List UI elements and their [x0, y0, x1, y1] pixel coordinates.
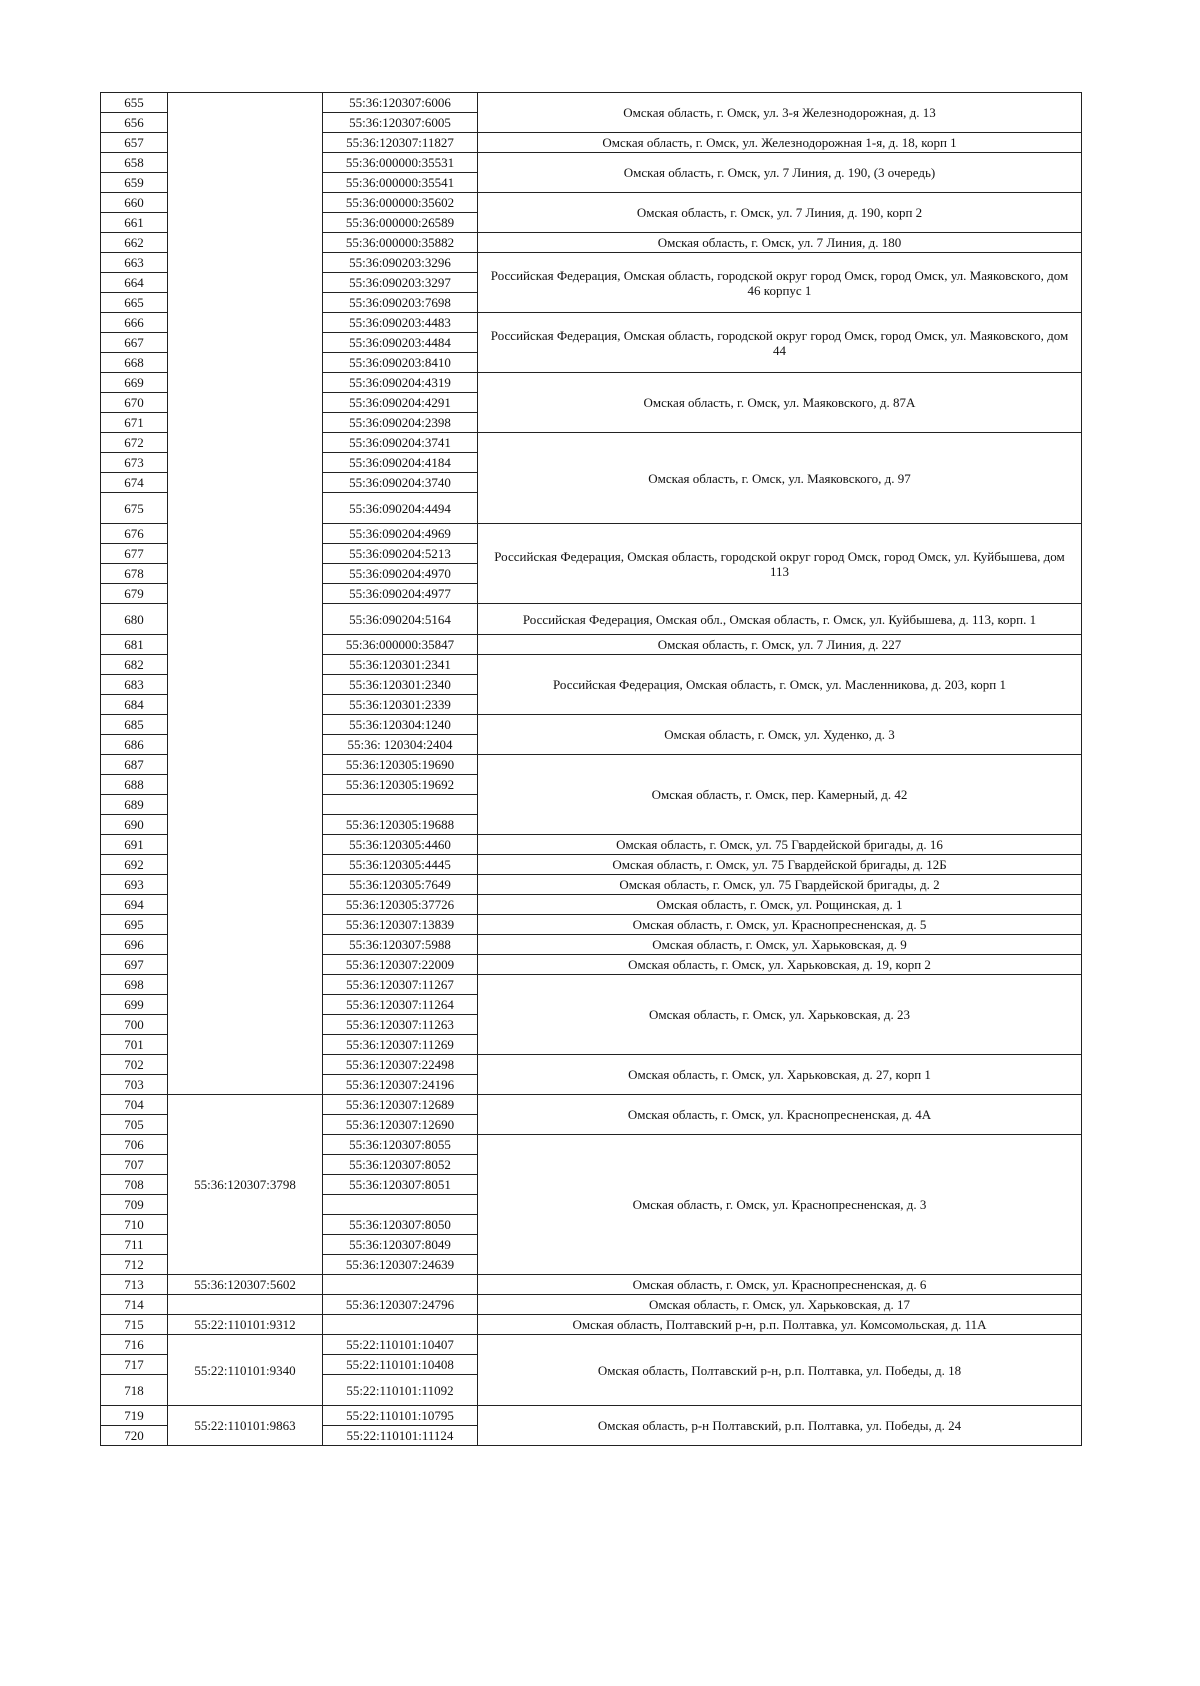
row-number: 710: [101, 1215, 168, 1235]
cadastral-number: 55:36:090203:4484: [323, 333, 478, 353]
cadastral-number: 55:36:090204:4494: [323, 493, 478, 524]
row-number: 664: [101, 273, 168, 293]
row-number: 684: [101, 695, 168, 715]
row-number: 701: [101, 1035, 168, 1055]
cadastral-number: 55:36:090204:2398: [323, 413, 478, 433]
cadastral-number: 55:22:110101:11092: [323, 1375, 478, 1406]
row-number: 695: [101, 915, 168, 935]
row-number: 667: [101, 333, 168, 353]
cadastral-number: 55:36:090203:3297: [323, 273, 478, 293]
row-number: 679: [101, 584, 168, 604]
row-number: 718: [101, 1375, 168, 1406]
address: Омская область, г. Омск, ул. Маяковского, д. 97: [478, 433, 1082, 524]
row-number: 700: [101, 1015, 168, 1035]
cadastral-number: 55:36:000000:35847: [323, 635, 478, 655]
row-number: 657: [101, 133, 168, 153]
table-row: [101, 1095, 1082, 1115]
row-number: 694: [101, 895, 168, 915]
parent-cadastral-number: [168, 1295, 323, 1315]
cadastral-number: 55:36:000000:35882: [323, 233, 478, 253]
cadastral-number: [323, 1195, 478, 1215]
parent-cadastral-number: 55:36:120307:3798: [168, 1095, 323, 1275]
parent-cadastral-number: 55:22:110101:9863: [168, 1406, 323, 1446]
row-number: 715: [101, 1315, 168, 1335]
address: Российская Федерация, Омская область, городской округ город Омск, город Омск, ул. Куйбышева, дом 113: [478, 524, 1082, 604]
row-number: 716: [101, 1335, 168, 1355]
row-number: 703: [101, 1075, 168, 1095]
address: Омская область, г. Омск, ул. 7 Линия, д. 190, (3 очередь): [478, 153, 1082, 193]
cadastral-number: 55:36:000000:35602: [323, 193, 478, 213]
cadastral-number: 55:36:090204:4969: [323, 524, 478, 544]
cadastral-table: [100, 92, 1082, 1446]
cadastral-number: 55:36:120307:5988: [323, 935, 478, 955]
cadastral-number: [323, 795, 478, 815]
address: Омская область, г. Омск, ул. Харьковская, д. 9: [478, 935, 1082, 955]
cadastral-number: 55:36:120307:8049: [323, 1235, 478, 1255]
cadastral-number: 55:36:090203:7698: [323, 293, 478, 313]
row-number: 706: [101, 1135, 168, 1155]
row-number: 676: [101, 524, 168, 544]
row-number: 696: [101, 935, 168, 955]
address: Омская область, г. Омск, ул. Харьковская, д. 17: [478, 1295, 1082, 1315]
cadastral-number: 55:22:110101:10795: [323, 1406, 478, 1426]
row-number: 711: [101, 1235, 168, 1255]
row-number: 668: [101, 353, 168, 373]
row-number: 685: [101, 715, 168, 735]
address: Омская область, Полтавский р-н, р.п. Полтавка, ул. Победы, д. 18: [478, 1335, 1082, 1406]
table-row: [101, 1315, 1082, 1335]
address: Омская область, г. Омск, ул. Худенко, д. 3: [478, 715, 1082, 755]
cadastral-number: 55:36:120307:6006: [323, 93, 478, 113]
table-row: [101, 93, 1082, 113]
table-row: [101, 1275, 1082, 1295]
row-number: 673: [101, 453, 168, 473]
row-number: 659: [101, 173, 168, 193]
parent-cadastral-number: 55:36:120307:5602: [168, 1275, 323, 1295]
row-number: 714: [101, 1295, 168, 1315]
row-number: 678: [101, 564, 168, 584]
row-number: 682: [101, 655, 168, 675]
cadastral-number: 55:36:120305:19688: [323, 815, 478, 835]
address: Омская область, г. Омск, пер. Камерный, д. 42: [478, 755, 1082, 835]
cadastral-number: [323, 1315, 478, 1335]
row-number: 680: [101, 604, 168, 635]
cadastral-number: 55:36:120307:24196: [323, 1075, 478, 1095]
address: Омская область, г. Омск, ул. Краснопресненская, д. 4А: [478, 1095, 1082, 1135]
cadastral-number: 55:36:120305:4460: [323, 835, 478, 855]
parent-cadastral-number: 55:22:110101:9340: [168, 1335, 323, 1406]
row-number: 697: [101, 955, 168, 975]
row-number: 661: [101, 213, 168, 233]
row-number: 712: [101, 1255, 168, 1275]
row-number: 666: [101, 313, 168, 333]
cadastral-number: 55:36:090203:4483: [323, 313, 478, 333]
row-number: 713: [101, 1275, 168, 1295]
cadastral-number: 55:36:090204:3741: [323, 433, 478, 453]
cadastral-number: 55:36:120301:2341: [323, 655, 478, 675]
cadastral-number: [323, 1275, 478, 1295]
row-number: 686: [101, 735, 168, 755]
row-number: 658: [101, 153, 168, 173]
cadastral-number: 55:36:120305:7649: [323, 875, 478, 895]
row-number: 662: [101, 233, 168, 253]
row-number: 655: [101, 93, 168, 113]
row-number: 656: [101, 113, 168, 133]
cadastral-number: 55:36:120307:8055: [323, 1135, 478, 1155]
row-number: 660: [101, 193, 168, 213]
address: Омская область, г. Омск, ул. Краснопресненская, д. 6: [478, 1275, 1082, 1295]
row-number: 665: [101, 293, 168, 313]
row-number: 719: [101, 1406, 168, 1426]
cadastral-number: 55:36:120307:11264: [323, 995, 478, 1015]
row-number: 688: [101, 775, 168, 795]
row-number: 663: [101, 253, 168, 273]
row-number: 699: [101, 995, 168, 1015]
cadastral-number: 55:36:120304:1240: [323, 715, 478, 735]
cadastral-number: 55:22:110101:10408: [323, 1355, 478, 1375]
table-row: [101, 1335, 1082, 1355]
cadastral-number: 55:36:090204:4291: [323, 393, 478, 413]
cadastral-number: 55:36: 120304:2404: [323, 735, 478, 755]
cadastral-number: 55:36:120307:24796: [323, 1295, 478, 1315]
row-number: 717: [101, 1355, 168, 1375]
cadastral-number: 55:36:120307:11827: [323, 133, 478, 153]
address: Омская область, г. Омск, ул. 7 Линия, д. 190, корп 2: [478, 193, 1082, 233]
row-number: 677: [101, 544, 168, 564]
cadastral-number: 55:36:120307:8050: [323, 1215, 478, 1235]
cadastral-number: 55:36:120307:11267: [323, 975, 478, 995]
cadastral-number: 55:36:120305:19690: [323, 755, 478, 775]
cadastral-number: 55:36:120307:22498: [323, 1055, 478, 1075]
address: Российская Федерация, Омская область, г. Омск, ул. Масленникова, д. 203, корп 1: [478, 655, 1082, 715]
address: Омская область, г. Омск, ул. 75 Гвардейской бригады, д. 12Б: [478, 855, 1082, 875]
cadastral-number: 55:36:090204:4184: [323, 453, 478, 473]
cadastral-number: 55:36:120305:4445: [323, 855, 478, 875]
table-row: [101, 1295, 1082, 1315]
address: Омская область, г. Омск, ул. Харьковская, д. 23: [478, 975, 1082, 1055]
row-number: 693: [101, 875, 168, 895]
parent-cadastral-number: [168, 93, 323, 1095]
cadastral-number: 55:36:120307:13839: [323, 915, 478, 935]
cadastral-number: 55:36:120307:6005: [323, 113, 478, 133]
cadastral-number: 55:36:120307:11269: [323, 1035, 478, 1055]
address: Омская область, г. Омск, ул. Маяковского, д. 87А: [478, 373, 1082, 433]
address: Российская Федерация, Омская область, городской округ город Омск, город Омск, ул. Маяковского, дом 46 корпус 1: [478, 253, 1082, 313]
row-number: 687: [101, 755, 168, 775]
cadastral-number: 55:36:120307:24639: [323, 1255, 478, 1275]
address: Омская область, г. Омск, ул. 3-я Железнодорожная, д. 13: [478, 93, 1082, 133]
cadastral-number: 55:36:120305:37726: [323, 895, 478, 915]
row-number: 692: [101, 855, 168, 875]
row-number: 672: [101, 433, 168, 453]
address: Омская область, г. Омск, ул. Харьковская, д. 27, корп 1: [478, 1055, 1082, 1095]
cadastral-number: 55:36:090203:8410: [323, 353, 478, 373]
cadastral-number: 55:22:110101:10407: [323, 1335, 478, 1355]
cadastral-number: 55:36:000000:35541: [323, 173, 478, 193]
address: Омская область, г. Омск, ул. 7 Линия, д. 180: [478, 233, 1082, 253]
cadastral-number: 55:36:120307:8051: [323, 1175, 478, 1195]
address: Омская область, г. Омск, ул. Железнодорожная 1-я, д. 18, корп 1: [478, 133, 1082, 153]
row-number: 709: [101, 1195, 168, 1215]
row-number: 690: [101, 815, 168, 835]
address: Омская область, г. Омск, ул. Харьковская, д. 19, корп 2: [478, 955, 1082, 975]
cadastral-number: 55:36:090204:5213: [323, 544, 478, 564]
address: Российская Федерация, Омская область, городской округ город Омск, город Омск, ул. Маяковского, дом 44: [478, 313, 1082, 373]
address: Омская область, р-н Полтавский, р.п. Полтавка, ул. Победы, д. 24: [478, 1406, 1082, 1446]
address: Омская область, г. Омск, ул. 75 Гвардейской бригады, д. 2: [478, 875, 1082, 895]
row-number: 671: [101, 413, 168, 433]
row-number: 691: [101, 835, 168, 855]
cadastral-number: 55:36:090204:4977: [323, 584, 478, 604]
address: Омская область, г. Омск, ул. 7 Линия, д. 227: [478, 635, 1082, 655]
parent-cadastral-number: 55:22:110101:9312: [168, 1315, 323, 1335]
cadastral-number: 55:22:110101:11124: [323, 1426, 478, 1446]
cadastral-number: 55:36:000000:35531: [323, 153, 478, 173]
cadastral-number: 55:36:090204:4319: [323, 373, 478, 393]
row-number: 704: [101, 1095, 168, 1115]
row-number: 675: [101, 493, 168, 524]
cadastral-number: 55:36:090204:4970: [323, 564, 478, 584]
row-number: 708: [101, 1175, 168, 1195]
row-number: 698: [101, 975, 168, 995]
cadastral-number: 55:36:120301:2339: [323, 695, 478, 715]
cadastral-number: 55:36:120307:12689: [323, 1095, 478, 1115]
address: Российская Федерация, Омская обл., Омская область, г. Омск, ул. Куйбышева, д. 113, корп. 1: [478, 604, 1082, 635]
row-number: 705: [101, 1115, 168, 1135]
cadastral-number: 55:36:120307:11263: [323, 1015, 478, 1035]
row-number: 669: [101, 373, 168, 393]
address: Омская область, Полтавский р-н, р.п. Полтавка, ул. Комсомольская, д. 11А: [478, 1315, 1082, 1335]
row-number: 674: [101, 473, 168, 493]
row-number: 670: [101, 393, 168, 413]
cadastral-number: 55:36:090203:3296: [323, 253, 478, 273]
table-row: [101, 1406, 1082, 1426]
row-number: 681: [101, 635, 168, 655]
cadastral-number: 55:36:120305:19692: [323, 775, 478, 795]
cadastral-table-body: [101, 93, 1082, 1446]
row-number: 720: [101, 1426, 168, 1446]
cadastral-number: 55:36:120301:2340: [323, 675, 478, 695]
cadastral-number: 55:36:000000:26589: [323, 213, 478, 233]
address: Омская область, г. Омск, ул. Краснопресненская, д. 3: [478, 1135, 1082, 1275]
row-number: 707: [101, 1155, 168, 1175]
cadastral-number: 55:36:090204:5164: [323, 604, 478, 635]
address: Омская область, г. Омск, ул. Краснопресненская, д. 5: [478, 915, 1082, 935]
address: Омская область, г. Омск, ул. 75 Гвардейской бригады, д. 16: [478, 835, 1082, 855]
cadastral-number: 55:36:090204:3740: [323, 473, 478, 493]
address: Омская область, г. Омск, ул. Рощинская, д. 1: [478, 895, 1082, 915]
row-number: 689: [101, 795, 168, 815]
cadastral-number: 55:36:120307:8052: [323, 1155, 478, 1175]
row-number: 702: [101, 1055, 168, 1075]
cadastral-number: 55:36:120307:12690: [323, 1115, 478, 1135]
cadastral-number: 55:36:120307:22009: [323, 955, 478, 975]
row-number: 683: [101, 675, 168, 695]
